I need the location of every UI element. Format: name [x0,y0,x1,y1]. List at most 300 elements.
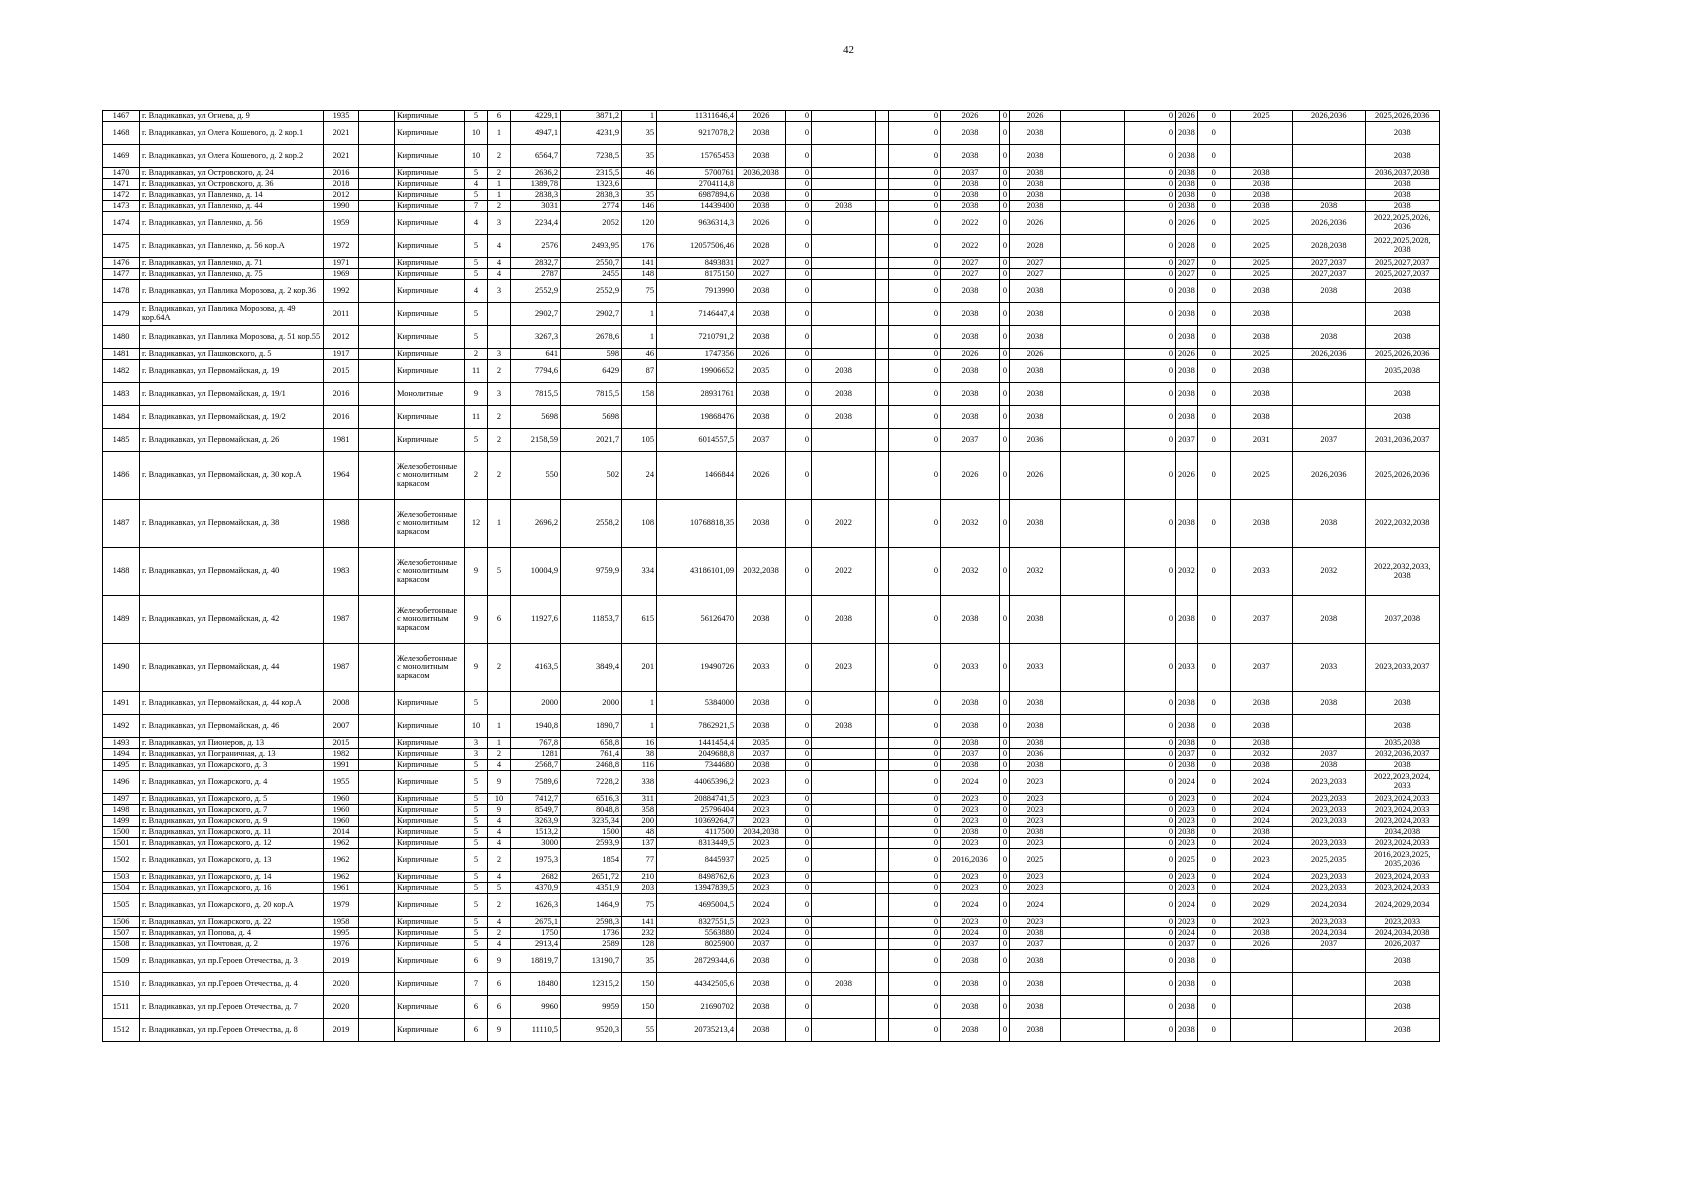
table-cell: 5700761 [657,168,737,179]
table-cell: 2014 [324,827,359,838]
table-cell: 2678,6 [561,326,622,349]
table-cell: 2023 [941,838,1000,849]
table-cell: 0 [889,111,941,122]
table-cell: 2023 [941,794,1000,805]
table-cell: 0 [1000,939,1010,950]
table-cell [876,883,889,894]
table-cell: 2038 [1365,190,1439,201]
table-cell: 0 [786,548,812,596]
table-cell: 0 [889,201,941,212]
table-cell: 4 [488,872,511,883]
table-cell: 0 [889,548,941,596]
table-cell: 5 [465,235,488,258]
table-cell [359,749,395,760]
table-cell: 4 [465,212,488,235]
table-cell: 2023 [1176,872,1198,883]
table-cell: 0 [786,429,812,452]
table-cell: г. Владикавказ, ул Первомайская, д. 44 кор.А [140,692,324,715]
table-cell: 0 [1125,872,1176,883]
table-cell: 0 [786,760,812,771]
table-cell: 2027 [941,258,1000,269]
table-cell: 5 [465,258,488,269]
table-cell [1061,939,1125,950]
table-cell: 0 [1000,917,1010,928]
table-cell: Кирпичные [395,201,465,212]
table-cell: 2021 [324,145,359,168]
table-cell [359,838,395,849]
table-cell [876,212,889,235]
table-cell: 1479 [103,303,140,326]
table-cell [1061,122,1125,145]
table-cell: 4 [488,235,511,258]
table-cell: 2022,2032,2033, 2038 [1365,548,1439,596]
table-cell: 2023 [737,794,786,805]
table-cell: Кирпичные [395,928,465,939]
table-cell: 1962 [324,838,359,849]
table-cell: 1504 [103,883,140,894]
table-cell: 2023 [737,816,786,827]
table-cell: 1959 [324,212,359,235]
table-cell: 0 [1125,883,1176,894]
table-cell: 2022,2032,2038 [1365,500,1439,548]
table-cell: 87 [622,360,657,383]
table-cell: 2 [488,145,511,168]
table-cell: 2038 [737,326,786,349]
table-cell: 1955 [324,771,359,794]
table-cell: 55 [622,1019,657,1042]
table-cell: г. Владикавказ, ул Пожарского, д. 12 [140,838,324,849]
table-cell: 0 [1197,771,1230,794]
table-cell: г. Владикавказ, ул Павлика Морозова, д. 51 кор.55 [140,326,324,349]
table-cell [812,996,876,1019]
table-cell: 0 [1125,928,1176,939]
table-cell: 8549,7 [511,805,561,816]
table-cell: 25796404 [657,805,737,816]
table-body [103,111,1440,1042]
table-cell: 2032 [1176,548,1198,596]
table-cell: 1464,9 [561,894,622,917]
table-cell: 0 [786,827,812,838]
table-cell: 2021,7 [561,429,622,452]
table-cell: 2018 [324,179,359,190]
table-cell: 2023 [1176,917,1198,928]
table-cell: 1477 [103,269,140,280]
table-cell: 2552,9 [561,280,622,303]
table-cell: г. Владикавказ, ул Первомайская, д. 40 [140,548,324,596]
table-cell: 1960 [324,805,359,816]
table-cell [359,894,395,917]
table-cell: 0 [786,950,812,973]
table-cell [359,760,395,771]
table-cell: 0 [1197,349,1230,360]
table-cell: 2038 [737,996,786,1019]
table-cell: Кирпичные [395,122,465,145]
table-cell: 2038 [941,692,1000,715]
table-cell [876,326,889,349]
table-cell: 2774 [561,201,622,212]
table-cell [876,838,889,849]
table-cell: 120 [622,212,657,235]
table-cell: 2 [488,406,511,429]
table-cell [812,303,876,326]
table-cell [876,201,889,212]
table-cell [737,179,786,190]
table-cell: 550 [511,452,561,500]
table-cell: 0 [1125,827,1176,838]
table-cell: 2 [488,360,511,383]
table-cell: 2023 [737,805,786,816]
table-cell: 1485 [103,429,140,452]
table-cell: 0 [786,849,812,872]
table-cell: 1500 [561,827,622,838]
table-cell: г. Владикавказ, ул Первомайская, д. 42 [140,596,324,644]
table-cell: 0 [786,973,812,996]
table-cell: 2455 [561,269,622,280]
table-cell: 2024,2029,2034 [1365,894,1439,917]
table-cell [876,596,889,644]
table-cell: 1509 [103,950,140,973]
table-cell: 2026 [941,349,1000,360]
table-cell: 2023 [1010,883,1061,894]
table-cell: 0 [1197,500,1230,548]
table-cell: 1971 [324,258,359,269]
table-cell [1292,738,1365,749]
table-cell: 0 [889,872,941,883]
table-cell: 2038 [1176,122,1198,145]
table-cell: 2023 [1176,794,1198,805]
table-cell: 2024 [941,771,1000,794]
table-cell [359,122,395,145]
table-cell [876,179,889,190]
table-cell: 28931761 [657,383,737,406]
table-cell: 0 [1000,950,1010,973]
table-cell: 0 [1197,715,1230,738]
table-cell [1061,326,1125,349]
table-cell [812,326,876,349]
table-cell: 2038 [1176,383,1198,406]
table-cell: 2023,2033 [1365,917,1439,928]
table-cell: 2027 [1176,258,1198,269]
table-cell: 0 [1000,715,1010,738]
table-cell: 0 [1197,122,1230,145]
table-cell: 2038 [1365,179,1439,190]
table-cell: 5 [488,548,511,596]
table-cell: 2023,2033 [1292,917,1365,928]
table-cell: 2038 [941,715,1000,738]
table-cell: 0 [786,1019,812,1042]
table-cell: 0 [1197,794,1230,805]
table-cell [1061,749,1125,760]
table-cell: 0 [786,939,812,950]
table-cell: 1 [488,500,511,548]
table-cell [1061,179,1125,190]
table-cell [359,326,395,349]
table-cell: 2038 [941,406,1000,429]
table-cell: 2023,2033,2037 [1365,644,1439,692]
table-cell: 3263,9 [511,816,561,827]
table-cell [359,383,395,406]
table-cell: Кирпичные [395,760,465,771]
table-cell: г. Владикавказ, ул Пожарского, д. 20 кор.А [140,894,324,917]
table-cell: 5 [465,269,488,280]
table-cell: 0 [1000,973,1010,996]
table-cell: 502 [561,452,622,500]
table-cell: 1854 [561,849,622,872]
table-cell: 11853,7 [561,596,622,644]
table-cell: 2593,9 [561,838,622,849]
table-cell: 2038 [1176,738,1198,749]
table-cell: 2026 [941,452,1000,500]
table-cell: 2038 [812,383,876,406]
table-cell: Кирпичные [395,111,465,122]
table-cell: 2023,2024,2033 [1365,872,1439,883]
table-cell: 2037 [1230,596,1292,644]
table-cell: 38 [622,749,657,760]
table-cell: г. Владикавказ, ул Островского, д. 24 [140,168,324,179]
table-cell: 0 [1000,452,1010,500]
table-cell: 0 [1197,816,1230,827]
table-cell: 1 [622,715,657,738]
table-cell: 2024,2034,2038 [1365,928,1439,939]
table-cell: 2 [488,429,511,452]
table-cell: 0 [1000,258,1010,269]
table-row [103,452,1440,500]
table-cell: 7913990 [657,280,737,303]
table-cell [812,827,876,838]
table-cell: 2038 [1010,1019,1061,1042]
table-cell [359,715,395,738]
table-cell: Кирпичные [395,996,465,1019]
table-cell: 1992 [324,280,359,303]
table-cell: 0 [889,939,941,950]
table-cell: 2036,2037,2038 [1365,168,1439,179]
table-cell: 2012 [324,326,359,349]
table-cell: 0 [889,928,941,939]
table-cell: Кирпичные [395,1019,465,1042]
table-cell: 5 [488,883,511,894]
table-cell: г. Владикавказ, ул Пожарского, д. 14 [140,872,324,883]
table-cell: 1497 [103,794,140,805]
table-cell: 2026,2036 [1292,212,1365,235]
table-cell: 0 [889,212,941,235]
table-cell: 2033 [1010,644,1061,692]
table-cell: 1940,8 [511,715,561,738]
table-cell: 2023,2033 [1292,771,1365,794]
table-cell: 11 [465,406,488,429]
table-cell: 0 [1000,872,1010,883]
table-cell: 2023 [941,883,1000,894]
table-cell: 2023,2033 [1292,794,1365,805]
table-cell: 0 [889,827,941,838]
table-cell: 8327551,5 [657,917,737,928]
table-cell: 2037 [1292,939,1365,950]
table-cell: 0 [786,771,812,794]
table-cell: 2052 [561,212,622,235]
table-cell: 1990 [324,201,359,212]
table-cell: 1466844 [657,452,737,500]
table-cell: г. Владикавказ, ул Олега Кошевого, д. 2 кор.1 [140,122,324,145]
table-cell: 0 [889,816,941,827]
table-cell: 0 [1000,360,1010,383]
table-cell [622,179,657,190]
table-cell [1061,349,1125,360]
table-cell: Кирпичные [395,973,465,996]
table-cell: 9 [488,1019,511,1042]
table-cell: 7815,5 [511,383,561,406]
table-cell: 9 [465,596,488,644]
table-cell: 0 [1000,996,1010,1019]
table-cell: 5 [465,303,488,326]
table-cell: 0 [1197,894,1230,917]
table-cell: 2023 [737,872,786,883]
table-cell: 0 [889,179,941,190]
table-cell [812,269,876,280]
table-cell: 2026 [1176,452,1198,500]
table-cell: 18480 [511,973,561,996]
table-cell: 2023 [1230,849,1292,872]
table-cell: 2022 [812,500,876,548]
table-cell [359,827,395,838]
table-cell [1230,973,1292,996]
table-cell [359,816,395,827]
table-cell: 2024 [1176,928,1198,939]
table-cell: 2568,7 [511,760,561,771]
table-cell: 2038 [1176,996,1198,1019]
table-cell: 0 [1000,168,1010,179]
table-cell [876,258,889,269]
table-cell: 2038 [737,596,786,644]
table-cell: 4 [488,917,511,928]
table-cell: 2651,72 [561,872,622,883]
table-cell: 3235,34 [561,816,622,827]
table-cell: 0 [889,360,941,383]
table-cell: 1471 [103,179,140,190]
table-cell: г. Владикавказ, ул Пограничная, д. 13 [140,749,324,760]
table-cell: 0 [786,111,812,122]
table-cell: 2038 [1010,996,1061,1019]
table-cell: 35 [622,950,657,973]
table-cell: г. Владикавказ, ул Пашковского, д. 5 [140,349,324,360]
table-cell [1061,738,1125,749]
table-cell [812,883,876,894]
table-cell: 2038 [737,122,786,145]
table-cell: 1736 [561,928,622,939]
table-cell: 2696,2 [511,500,561,548]
table-cell [812,849,876,872]
table-cell: 1962 [324,872,359,883]
table-cell: 9 [465,383,488,406]
table-cell: 0 [889,692,941,715]
table-cell: 0 [1197,303,1230,326]
table-cell [1061,500,1125,548]
table-cell: 10 [465,715,488,738]
table-cell [1230,996,1292,1019]
table-cell: 7862921,5 [657,715,737,738]
table-cell: 8048,8 [561,805,622,816]
table-cell: г. Владикавказ, ул Павлика Морозова, д. 2 кор.36 [140,280,324,303]
table-cell: 0 [1197,190,1230,201]
table-cell: 1 [488,715,511,738]
table-cell: 1506 [103,917,140,928]
table-cell: г. Владикавказ, ул Первомайская, д. 19/2 [140,406,324,429]
table-cell: 2038 [1010,122,1061,145]
table-cell [359,145,395,168]
table-row [103,805,1440,816]
table-cell [812,928,876,939]
table-cell: 0 [1125,349,1176,360]
table-cell: 3 [488,349,511,360]
table-cell: Кирпичные [395,917,465,928]
table-cell: Кирпичные [395,406,465,429]
table-cell: 0 [1125,179,1176,190]
table-cell: 2032 [1292,548,1365,596]
table-cell: 2024 [1176,771,1198,794]
table-cell: 0 [889,749,941,760]
table-cell: 0 [786,749,812,760]
table-cell: 8025900 [657,939,737,950]
table-cell: 2020 [324,973,359,996]
table-cell: 4947,1 [511,122,561,145]
table-cell: 2038 [941,596,1000,644]
table-cell: 1508 [103,939,140,950]
table-cell: 1467 [103,111,140,122]
table-cell [359,692,395,715]
table-cell [359,950,395,973]
table-cell: 2037 [737,429,786,452]
table-cell: 5 [465,190,488,201]
table-cell: 0 [786,738,812,749]
table-cell: 7794,6 [511,360,561,383]
table-cell: 1470 [103,168,140,179]
table-cell: г. Владикавказ, ул Павленко, д. 56 кор.А [140,235,324,258]
table-cell: 2682 [511,872,561,883]
table-cell: г. Владикавказ, ул Пожарского, д. 9 [140,816,324,827]
table-cell: 6 [488,111,511,122]
table-cell: 2033 [1292,644,1365,692]
table-cell: 767,8 [511,738,561,749]
table-cell: 5 [465,883,488,894]
table-cell: 2038 [941,326,1000,349]
table-cell: 2023 [737,917,786,928]
table-cell: 20735213,4 [657,1019,737,1042]
table-cell: 0 [1000,179,1010,190]
table-cell: 0 [1125,738,1176,749]
table-cell [1061,212,1125,235]
table-cell: 8313449,5 [657,838,737,849]
table-cell: 2038 [1365,760,1439,771]
table-cell: 12057506,46 [657,235,737,258]
table-cell [1061,950,1125,973]
table-cell: 2023 [737,838,786,849]
table-cell [359,805,395,816]
table-cell: 2038 [1010,827,1061,838]
table-cell: 5 [465,849,488,872]
table-cell: Кирпичные [395,749,465,760]
table-cell [812,749,876,760]
table-cell: 2028 [1176,235,1198,258]
table-cell: 2038 [1365,692,1439,715]
table-row [103,894,1440,917]
table-cell: 2038 [1292,760,1365,771]
table-cell: 19490726 [657,644,737,692]
table-cell: Кирпичные [395,212,465,235]
table-cell [1292,996,1365,1019]
table-cell: 6 [465,950,488,973]
table-cell [359,939,395,950]
table-cell: 0 [1197,805,1230,816]
table-cell: 0 [1000,280,1010,303]
table-cell: г. Владикавказ, ул пр.Героев Отечества, д. 3 [140,950,324,973]
